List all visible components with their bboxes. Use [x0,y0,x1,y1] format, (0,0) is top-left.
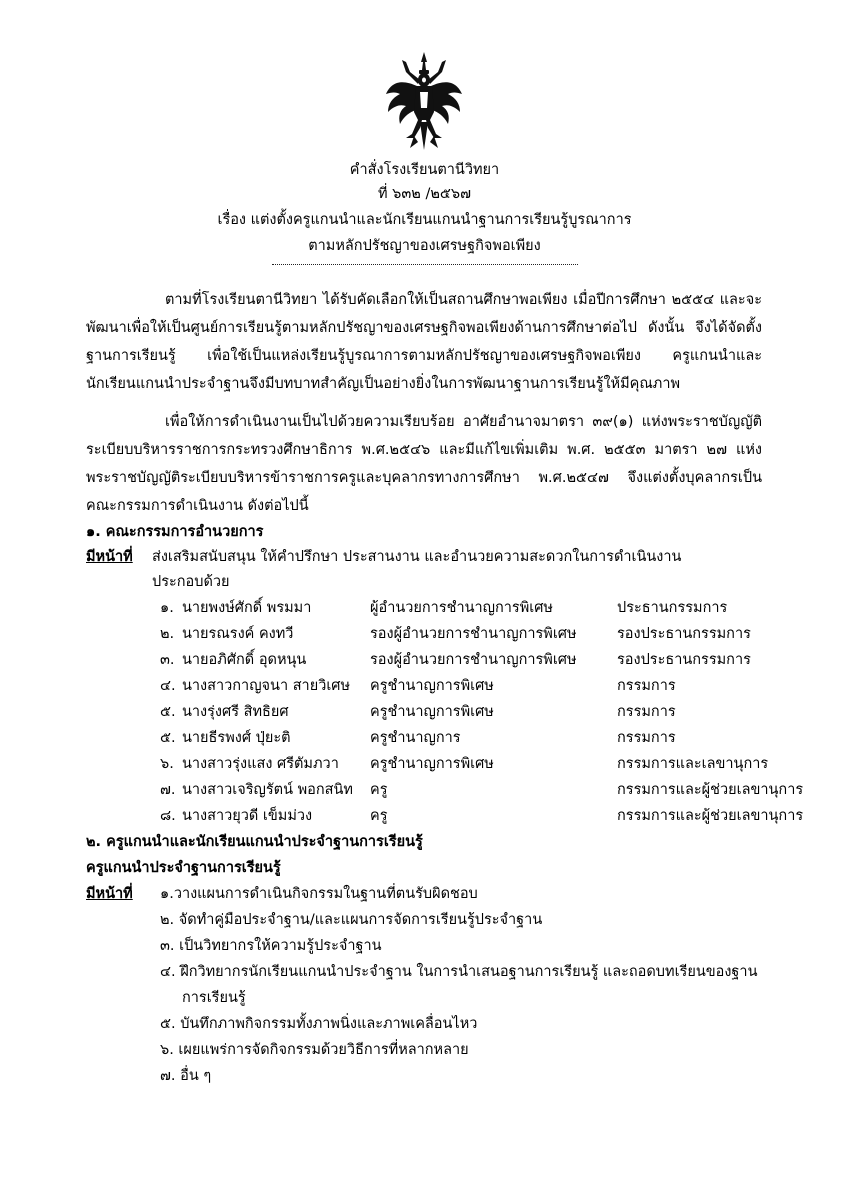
member-name: นางรุ่งศรี สิทธิยศ [182,704,289,720]
section-1-consist: ประกอบด้วย [152,574,230,590]
member-role: กรรมการและผู้ช่วยเลขานุการ [617,782,804,798]
intro-p2-line-1: เพื่อให้การดำเนินงานเป็นไปด้วยความเรียบร้อย อาศัยอำนาจมาตรา ๓๙(๑) แห่งพระราชบัญญัติ [165,414,762,430]
duty-item: ๕. บันทึกภาพกิจกรรมทั้งภาพนิ่งและภาพเคลื่อนไหว [160,1016,478,1032]
member-position: ครูชำนาญการพิเศษ [370,756,494,772]
separator-dots [272,264,578,265]
member-position: ครูชำนาญการพิเศษ [370,678,494,694]
section-2-subheading: ครูแกนนำประจำฐานการเรียนรู้ [86,860,281,876]
section-1-heading: ๑. คณะกรรมการอำนวยการ [86,524,264,540]
member-name: นางสาวยุวดี เข็มม่วง [182,808,313,824]
intro-p2-line-4: คณะกรรมการดำเนินงาน ดังต่อไปนี้ [86,498,309,514]
member-role: กรรมการ [617,678,676,694]
intro-p1-line-4: นักเรียนแกนนำประจำฐานจึงมีบทบาทสำคัญเป็นอย่างยิ่งในการพัฒนาฐานการเรียนรู้ให้มีคุณภาพ [86,376,681,392]
duty-item-continuation: การเรียนรู้ [182,990,246,1006]
member-position: ครู [370,782,388,798]
member-number: ๕. [160,704,176,720]
duty-item: ๓. เป็นวิทยากรให้ความรู้ประจำฐาน [160,938,382,954]
subject-line-1: เรื่อง แต่งตั้งครูแกนนำและนักเรียนแกนนำฐานการเรียนรู้บูรณาการ [217,212,632,228]
member-name: นางสาวรุ่งแสง ศรีตัมภวา [182,756,339,772]
member-position: รองผู้อำนวยการชำนาญการพิเศษ [370,626,577,642]
duty-item: ๖. เผยแพร่การจัดกิจกรรมด้วยวิธีการที่หลากหลาย [160,1042,469,1058]
member-name: นางสาวกาญจนา สายวิเศษ [182,678,351,694]
member-position: ครู [370,808,388,824]
intro-p2-line-3: พระราชบัญญัติระเบียบบริหารข้าราชการครูและบุคลากรทางการศึกษา พ.ศ.๒๕๔๗ จึงแต่งตั้งบุคลากรเป็น [86,470,762,486]
subject-line-2: ตามหลักปรัชญาของเศรษฐกิจพอเพียง [308,238,541,254]
member-number: ๓. [160,652,175,668]
member-position: ครูชำนาญการพิเศษ [370,704,494,720]
duty-item: ๗. อื่น ๆ [160,1068,212,1084]
member-name: นายพงษ์ศักดิ์ พรมมา [182,600,312,616]
member-role: ประธานกรรมการ [617,600,728,616]
member-name: นางสาวเจริญรัตน์ พอกสนิท [182,782,353,798]
member-number: ๔. [160,678,176,694]
order-title: คำสั่งโรงเรียนตานีวิทยา [349,162,500,178]
member-role: กรรมการ [617,704,676,720]
member-role: รองประธานกรรมการ [617,626,751,642]
member-number: ๕. [160,730,176,746]
intro-p1-line-2: พัฒนาเพื่อให้เป็นศูนย์การเรียนรู้ตามหลักปรัชญาของเศรษฐกิจพอเพียงด้านการศึกษาต่อไป ดังนั้น จึงได้จัดตั้ง [86,320,762,336]
member-name: นายรณรงค์ คงทวี [182,626,294,642]
member-position: รองผู้อำนวยการชำนาญการพิเศษ [370,652,577,668]
duty-item: ๔. ฝึกวิทยากรนักเรียนแกนนำประจำฐาน ในการนำเสนอฐานการเรียนรู้ และถอดบทเรียนของฐาน [160,964,758,980]
order-number: ที่ ๖๓๒ /๒๕๖๗ [378,186,471,202]
member-number: ๒. [160,626,175,642]
member-role: กรรมการ [617,730,676,746]
section-2-duty-label: มีหน้าที่ [86,886,133,902]
member-number: ๘. [160,808,176,824]
section-1-duty-text: ส่งเสริมสนับสนุน ให้คำปรึกษา ประสานงาน และอำนวยความสะดวกในการดำเนินงาน [152,549,682,565]
member-number: ๖. [160,756,174,772]
garuda-emblem-icon [384,50,464,152]
member-name: นายอภิศักดิ์ อุดหนุน [182,652,307,668]
section-1-duty-label: มีหน้าที่ [86,549,133,565]
member-role: รองประธานกรรมการ [617,652,751,668]
member-role: กรรมการและเลขานุการ [617,756,769,772]
member-position: ครูชำนาญการ [370,730,461,746]
duty-item: ๑.วางแผนการดำเนินกิจกรรมในฐานที่ตนรับผิดชอบ [160,886,478,902]
member-name: นายธีรพงศ์ ปุ่ยะติ [182,730,291,746]
section-2-heading: ๒. ครูแกนนำและนักเรียนแกนนำประจำฐานการเรียนรู้ [86,834,423,850]
intro-p1-line-3: ฐานการเรียนรู้ เพื่อใช้เป็นแหล่งเรียนรู้บูรณาการตามหลักปรัชญาของเศรษฐกิจพอเพียง ครูแกนนำและ [86,348,762,364]
member-position: ผู้อำนวยการชำนาญการพิเศษ [370,600,553,616]
duty-item: ๒. จัดทำคู่มือประจำฐาน/และแผนการจัดการเรียนรู้ประจำฐาน [160,912,543,928]
member-role: กรรมการและผู้ช่วยเลขานุการ [617,808,804,824]
intro-p2-line-2: ระเบียบบริหารราชการกระทรวงศึกษาธิการ พ.ศ.๒๕๔๖ และมีแก้ไขเพิ่มเติม พ.ศ. ๒๕๕๓ มาตรา ๒๗ แห่ง [86,442,762,458]
intro-p1-line-1: ตามที่โรงเรียนตานีวิทยา ได้รับคัดเลือกให้เป็นสถานศึกษาพอเพียง เมื่อปีการศึกษา ๒๕๕๔ และจะ [165,292,762,308]
member-number: ๗. [160,782,176,798]
member-number: ๑. [160,600,174,616]
